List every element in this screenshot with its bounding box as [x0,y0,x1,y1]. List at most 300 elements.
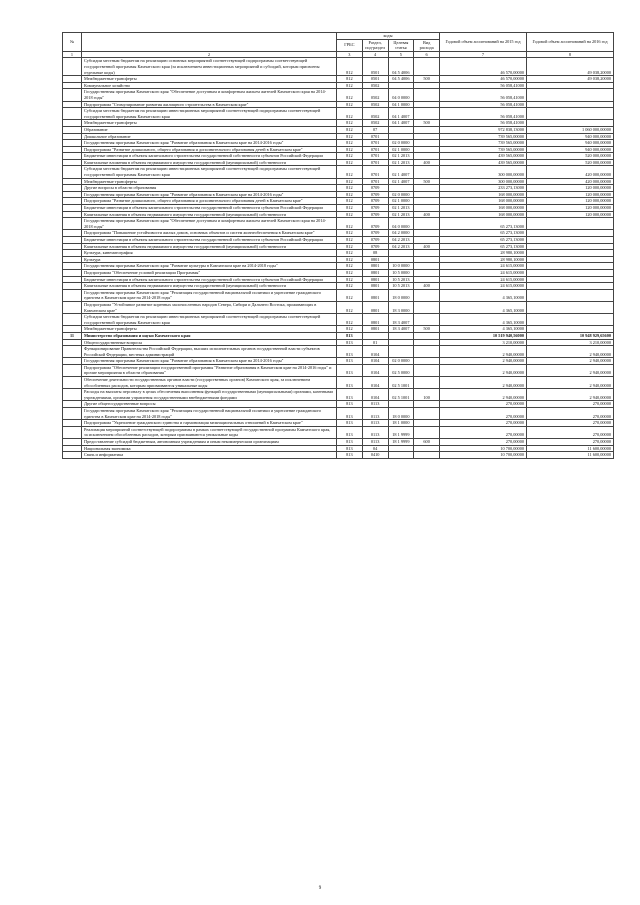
row-cs: 04 1 0000 [388,101,414,108]
row-grbs: 813 [337,358,363,365]
row-cs: 02 0 0000 [388,191,414,198]
row-sum-2016: 11 600,00000 [527,445,614,452]
table-row [63,146,614,153]
table-row [63,408,614,420]
table-row [63,250,614,257]
row-num [63,237,82,244]
row-sum-2015: 65 273,13000 [440,218,527,230]
table-row [63,218,614,230]
row-cs [388,185,414,192]
table-row [63,332,614,339]
row-grbs: 812 [337,276,363,283]
row-cs: 02 1 4007 [388,178,414,185]
row-name: Капитальные вложения в объекты недвижимого имущества государственной (муниципальной) собственности [82,159,337,166]
row-cs: 02 0 0000 [388,358,414,365]
row-vr [414,198,440,205]
row-cs: 04 1 4007 [388,120,414,127]
row-sum-2015: 4 365,10000 [440,314,527,326]
row-sum-2016: 120 000,00000 [527,198,614,205]
row-grbs: 812 [337,166,363,178]
row-sum-2015: 56 058,41000 [440,108,527,120]
row-rz: 01 [362,339,388,346]
row-name: Обеспечение деятельности государственных органов власти (государственных органов) Камчатского края, за исключением обособленных расходов, которым присваиваются уникальные коды [82,377,337,389]
index-cell: 8 [527,51,614,58]
row-vr [414,166,440,178]
row-grbs: 812 [337,185,363,192]
row-grbs: 813 [337,339,363,346]
row-grbs: 813 [337,445,363,452]
row-sum-2015: 56 058,41000 [440,89,527,101]
row-sum-2016: 270,00000 [527,439,614,446]
table-body [63,58,614,458]
row-rz: 0104 [362,389,388,401]
row-rz: 0709 [362,198,388,205]
row-grbs: 812 [337,140,363,147]
row-sum-2015: 2 940,00000 [440,358,527,365]
page-number: 9 [318,886,322,891]
table-row [63,76,614,83]
row-sum-2015: 56 058,41000 [440,82,527,89]
table-row [63,339,614,346]
row-rz: 0709 [362,243,388,250]
row-num [63,211,82,218]
row-num [63,408,82,420]
row-rz: 0104 [362,364,388,376]
row-name: Национальная экономика [82,445,337,452]
row-sum-2015: 270,00000 [440,408,527,420]
row-num [63,339,82,346]
row-vr [414,377,440,389]
row-rz: 0801 [362,289,388,301]
row-vr [414,89,440,101]
row-grbs: 813 [337,377,363,389]
row-vr [414,205,440,212]
row-vr [414,445,440,452]
row-vr [414,426,440,438]
row-sum-2015: 56 058,41000 [440,101,527,108]
row-cs: 02 1 4007 [388,166,414,178]
table-row [63,185,614,192]
row-num [63,205,82,212]
row-grbs: 812 [337,283,363,290]
row-cs: 04 2 2013 [388,243,414,250]
row-cs: 10 5 0000 [388,269,414,276]
row-sum-2016 [527,256,614,263]
row-cs: 02 1 0000 [388,146,414,153]
row-cs: 02 5 1001 [388,377,414,389]
row-num [63,301,82,313]
row-cs: 04 5 4006 [388,58,414,76]
row-rz: 0709 [362,211,388,218]
row-rz: 0113 [362,408,388,420]
row-cs [388,452,414,459]
row-grbs: 812 [337,89,363,101]
row-grbs: 812 [337,205,363,212]
row-cs [388,126,414,133]
row-vr [414,346,440,358]
row-vr: 400 [414,211,440,218]
row-num [63,289,82,301]
row-sum-2016: 1 060 000,00000 [527,126,614,133]
table-row [63,237,614,244]
row-num [63,420,82,427]
row-rz: 0502 [362,108,388,120]
row-sum-2015: 168 000,00000 [440,205,527,212]
row-rz: 0709 [362,237,388,244]
table-row [63,269,614,276]
row-cs: 02 1 2013 [388,211,414,218]
row-name: Субсидии местным бюджетам на реализацию инвестиционных мероприятий соответствующей подпрограммы соответствующей государственной программы Камчатского края [82,108,337,120]
table-row [63,283,614,290]
row-grbs: 812 [337,146,363,153]
row-cs: 02 1 2013 [388,153,414,160]
row-grbs: 813 [337,332,363,339]
row-vr [414,276,440,283]
row-vr [414,126,440,133]
row-num [63,243,82,250]
table-row [63,243,614,250]
row-name: Государственная программа Камчатского края "Развитие образования в Камчатском крае на 2014-2016 годы" [82,191,337,198]
row-sum-2016: 270,00000 [527,420,614,427]
table-row [63,166,614,178]
table-row [63,89,614,101]
row-rz: 07 [362,126,388,133]
row-num [63,126,82,133]
row-cs: 18 0 0000 [388,289,414,301]
row-grbs: 812 [337,58,363,76]
row-vr [414,289,440,301]
row-sum-2015: 4 365,10000 [440,326,527,333]
row-vr [414,218,440,230]
row-sum-2016 [527,218,614,230]
row-sum-2016: 49 038,20000 [527,76,614,83]
row-sum-2016 [527,250,614,257]
table-row [63,326,614,333]
row-num [63,58,82,76]
row-sum-2015: 168 000,00000 [440,191,527,198]
row-vr [414,82,440,89]
row-num [63,230,82,237]
index-cell: 4 [362,51,388,58]
row-vr [414,420,440,427]
table-row [63,82,614,89]
row-grbs: 812 [337,263,363,270]
index-cell: 7 [440,51,527,58]
row-sum-2015: 24 615,00000 [440,276,527,283]
row-name: Государственная программа Камчатского края "Развитие образования в Камчатском крае на 2014-2016 годы" [82,358,337,365]
row-cs: 18 1 9999 [388,426,414,438]
row-cs: 18 0 0000 [388,408,414,420]
row-rz: 0801 [362,263,388,270]
row-num [63,159,82,166]
row-name: Бюджетные инвестиции в объекты капитального строительства государственной собственности субъектов Российской Федерации [82,276,337,283]
row-sum-2016 [527,314,614,326]
row-rz: 0801 [362,269,388,276]
row-vr [414,191,440,198]
row-num [63,426,82,438]
row-num [63,146,82,153]
row-num [63,358,82,365]
row-vr [414,408,440,420]
row-name: Расходы на выплаты персоналу в целях обеспечения выполнения функций государственными (муниципальными) органами, казенными учреждениями, органами управления государственными внебюджетными фондами [82,389,337,401]
table-row [63,230,614,237]
row-grbs: 812 [337,250,363,257]
row-name: Капитальные вложения в объекты недвижимого имущества государственной (муниципальной) собственности [82,211,337,218]
row-cs [388,332,414,339]
header-sum-2016: Годовой объем ассигнований на 2016 год [527,33,614,52]
row-sum-2015: 2 940,00000 [440,389,527,401]
table-row [63,126,614,133]
row-name: Субсидии местным бюджетам на реализацию инвестиционных мероприятий соответствующей подпрограммы соответствующей государственной программы Камчатского края [82,314,337,326]
table-row [63,133,614,140]
row-cs: 02 1 2013 [388,159,414,166]
row-sum-2015: 270,00000 [440,420,527,427]
row-grbs: 812 [337,243,363,250]
row-sum-2015: 24 615,00000 [440,269,527,276]
row-name: Функционирование Правительства Российской Федерации, высших исполнительных органов государственной власти субъектов Российской Федерации, местных администраций [82,346,337,358]
row-rz: 0801 [362,326,388,333]
row-sum-2015: 739 565,00000 [440,133,527,140]
table-row [63,140,614,147]
row-grbs: 812 [337,82,363,89]
row-cs: 10 5 2013 [388,283,414,290]
row-name: Государственная программа Камчатского края "Развитие образования в Камчатском крае на 2014-2016 годы" [82,140,337,147]
row-vr [414,230,440,237]
row-grbs: 812 [337,301,363,313]
row-vr: 500 [414,326,440,333]
row-sum-2015: 10 700,00000 [440,445,527,452]
row-name: Коммунальное хозяйство [82,82,337,89]
row-num [63,82,82,89]
row-sum-2015: 3 210,00000 [440,339,527,346]
row-rz: 0113 [362,401,388,408]
row-sum-2016: 420 000,00000 [527,178,614,185]
row-grbs: 813 [337,439,363,446]
row-num [63,101,82,108]
row-num [63,191,82,198]
row-sum-2016: 270,00000 [527,401,614,408]
row-name: Субсидии местным бюджетам на реализацию основных мероприятий соответствующей подпрограммы соответствующей государственной программы Камчатского края (за исключением инвестиционных мероприятий и субсидий, которым присвоены отдельные коды) [82,58,337,76]
row-sum-2015: 300 000,00000 [440,178,527,185]
table-row [63,445,614,452]
row-cs: 18 3 4007 [388,314,414,326]
table-row [63,420,614,427]
row-sum-2016 [527,269,614,276]
row-name: Образование [82,126,337,133]
row-num [63,76,82,83]
row-grbs: 813 [337,426,363,438]
row-sum-2015: 65 273,13000 [440,243,527,250]
table-row [63,58,614,76]
row-num [63,108,82,120]
row-vr [414,101,440,108]
row-vr [414,401,440,408]
row-grbs: 812 [337,218,363,230]
row-name: Государственная программа Камчатского края "Реализация государственной национальной политики и укрепление гражданского единства в Камчатском крае на 2014-2018 годы" [82,408,337,420]
row-grbs: 812 [337,159,363,166]
row-cs [388,82,414,89]
row-name: Бюджетные инвестиции в объекты капитального строительства государственной собственности субъектов Российской Федерации [82,205,337,212]
row-vr [414,452,440,459]
row-num [63,439,82,446]
row-num [63,140,82,147]
row-sum-2015: 24 615,00000 [440,283,527,290]
row-cs: 04 5 4006 [388,76,414,83]
row-sum-2016: 270,00000 [527,408,614,420]
row-num [63,185,82,192]
row-sum-2016 [527,283,614,290]
row-num [63,120,82,127]
row-rz: 0104 [362,346,388,358]
row-name: Межбюджетные трансферты [82,326,337,333]
header-vr: Вид расхода [414,39,440,51]
row-grbs: 813 [337,452,363,459]
row-rz: 0104 [362,358,388,365]
row-rz: 0709 [362,185,388,192]
header-name [82,33,337,52]
row-sum-2015: 56 058,41000 [440,120,527,127]
row-num: 11 [63,332,82,339]
row-name: Подпрограмма "Повышение устойчивости жилых домов, основных объектов и систем жизнеобеспечения в Камчатском крае" [82,230,337,237]
row-sum-2016 [527,108,614,120]
row-name: Межбюджетные трансферты [82,120,337,127]
row-vr [414,185,440,192]
row-vr [414,237,440,244]
table-row [63,120,614,127]
row-vr [414,339,440,346]
row-rz: 0501 [362,58,388,76]
row-sum-2015: 28 980,10000 [440,250,527,257]
row-vr: 500 [414,120,440,127]
row-sum-2016: 940 000,00000 [527,140,614,147]
header-num: № [63,33,82,52]
row-name: Подпрограмма "Развитие дошкольного, общего образования и дополнительного образования детей в Камчатском крае" [82,198,337,205]
row-sum-2015: 28 980,10000 [440,256,527,263]
row-grbs: 812 [337,191,363,198]
row-sum-2016 [527,101,614,108]
table-row [63,276,614,283]
row-num [63,377,82,389]
table-row [63,159,614,166]
row-sum-2016 [527,237,614,244]
row-num [63,452,82,459]
table-row [63,198,614,205]
row-sum-2015: 439 565,00000 [440,153,527,160]
row-sum-2016: 10 948 929,65600 [527,332,614,339]
row-num [63,276,82,283]
row-sum-2015: 46 570,00000 [440,76,527,83]
row-sum-2016: 3 210,00000 [527,339,614,346]
table-row [63,346,614,358]
row-sum-2016 [527,301,614,313]
index-cell: 6 [414,51,440,58]
row-grbs: 813 [337,364,363,376]
row-sum-2016: 2 940,00000 [527,346,614,358]
row-rz: 0104 [362,377,388,389]
row-name: Межбюджетные трансферты [82,178,337,185]
row-sum-2016: 270,00000 [527,426,614,438]
row-vr [414,314,440,326]
row-name: Культура, кинематография [82,250,337,257]
row-name: Общегосударственные вопросы [82,339,337,346]
row-grbs: 812 [337,153,363,160]
row-sum-2016 [527,230,614,237]
row-cs [388,256,414,263]
row-name: Подпрограмма "Укрепление гражданского единства и гармонизация межнациональных отношений в Камчатском крае" [82,420,337,427]
row-rz: 0701 [362,159,388,166]
row-num [63,218,82,230]
table-row [63,401,614,408]
row-vr [414,269,440,276]
row-rz: 0709 [362,230,388,237]
table-row [63,426,614,438]
row-vr: 500 [414,76,440,83]
table-row [63,263,614,270]
row-sum-2015: 10 519 940,56000 [440,332,527,339]
row-name: Межбюджетные трансферты [82,76,337,83]
row-vr [414,332,440,339]
row-num [63,283,82,290]
row-sum-2015: 168 000,00000 [440,198,527,205]
row-num [63,263,82,270]
row-rz: 0709 [362,205,388,212]
row-grbs: 813 [337,420,363,427]
row-cs: 04 2 0000 [388,230,414,237]
header-codes: коды [337,33,440,40]
row-name: Бюджетные инвестиции в объекты капитального строительства государственной собственности субъектов Российской Федерации [82,153,337,160]
column-index-row [63,51,614,58]
row-vr [414,140,440,147]
row-sum-2015: 24 615,00000 [440,263,527,270]
row-sum-2016 [527,82,614,89]
header-grbs: ГРБС [337,39,363,51]
row-grbs: 812 [337,256,363,263]
index-cell: 3 [337,51,363,58]
row-num [63,250,82,257]
row-sum-2016 [527,289,614,301]
row-grbs: 812 [337,269,363,276]
row-sum-2015: 65 273,13000 [440,237,527,244]
row-grbs: 812 [337,289,363,301]
row-grbs: 813 [337,401,363,408]
row-sum-2016 [527,89,614,101]
row-rz: 0701 [362,140,388,147]
row-vr [414,301,440,313]
row-grbs: 812 [337,101,363,108]
row-num [63,364,82,376]
row-cs [388,445,414,452]
row-sum-2016: 120 000,00000 [527,205,614,212]
row-cs [388,401,414,408]
row-num [63,153,82,160]
row-name: Подпрограмма "Развитие дошкольного, общего образования и дополнительного образования детей в Камчатском крае" [82,146,337,153]
row-vr [414,146,440,153]
row-name: Субсидии местным бюджетам на реализацию инвестиционных мероприятий соответствующей подпрограммы соответствующей государственной программы Камчатского края [82,166,337,178]
row-vr: 400 [414,159,440,166]
row-sum-2015: 270,00000 [440,401,527,408]
row-sum-2016 [527,326,614,333]
row-cs: 04 0 0000 [388,218,414,230]
row-sum-2016: 11 600,00000 [527,452,614,459]
row-cs: 02 1 2013 [388,205,414,212]
row-cs: 18 3 0000 [388,301,414,313]
row-name: Бюджетные инвестиции в объекты капитального строительства государственной собственности субъектов Российской Федерации [82,237,337,244]
row-grbs: 813 [337,346,363,358]
row-num [63,89,82,101]
row-vr [414,358,440,365]
table-row [63,211,614,218]
table-row [63,358,614,365]
